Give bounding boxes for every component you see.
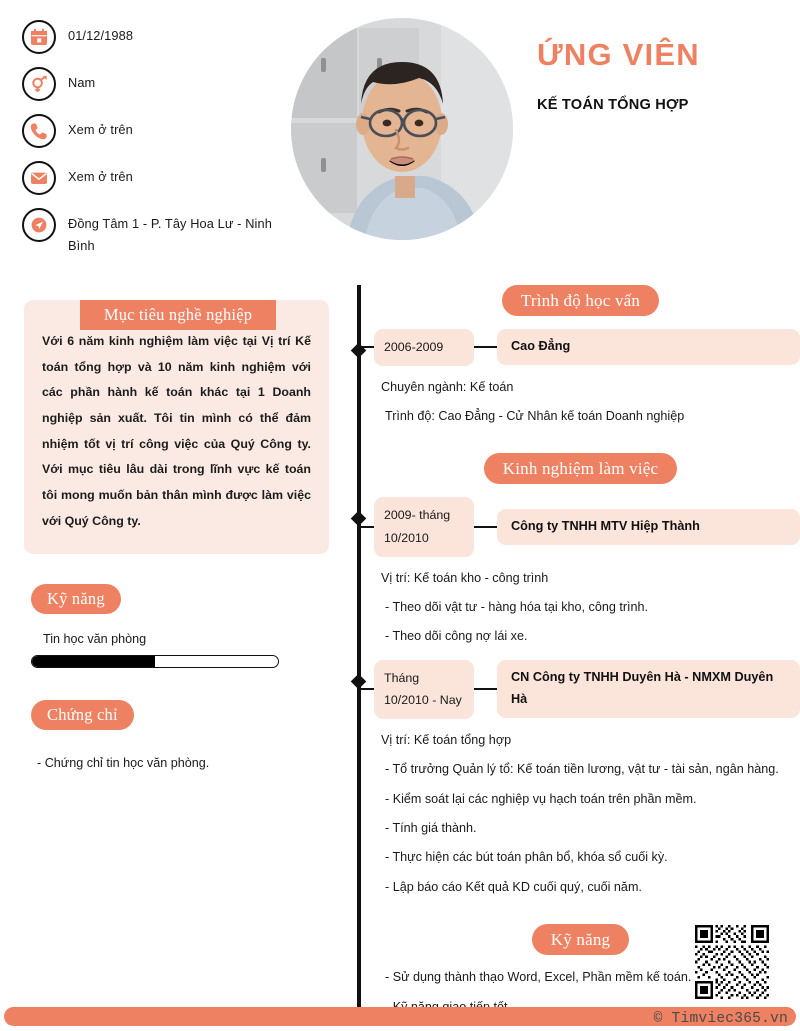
avatar bbox=[291, 18, 513, 240]
contact-list bbox=[22, 20, 284, 271]
candidate-job-title: KẾ TOÁN TỔNG HỢP bbox=[537, 96, 689, 113]
calendar-icon bbox=[22, 20, 56, 54]
education-entry bbox=[361, 329, 800, 426]
skills-right-heading: Kỹ năng bbox=[532, 924, 629, 955]
experience-detail-line: - Lập báo cáo Kết quả KD cuối quý, cuối năm. bbox=[385, 879, 642, 894]
certificates-section bbox=[31, 700, 345, 730]
location-icon bbox=[22, 208, 56, 242]
experience-detail-line: - Thực hiện các bút toán phân bổ, khóa sổ cuối kỳ. bbox=[385, 850, 668, 865]
skills-right-item: - Sử dụng thành thạo Word, Excel, Phần mềm kế toán. bbox=[385, 970, 692, 985]
email-icon bbox=[22, 161, 56, 195]
contact-value-address: Đồng Tâm 1 - P. Tây Hoa Lư - Ninh Bình bbox=[68, 216, 272, 254]
experience-details bbox=[381, 568, 800, 647]
experience-heading: Kinh nghiệm làm việc bbox=[484, 453, 678, 484]
experience-position: Vị trí: Kế toán kho - công trình bbox=[381, 570, 549, 585]
cv-header bbox=[0, 0, 800, 275]
skill-item bbox=[31, 632, 279, 668]
gender-icon bbox=[22, 67, 56, 101]
timeline-connector bbox=[474, 688, 497, 690]
certificates-heading: Chứng chỉ bbox=[31, 700, 134, 730]
skills-left-section bbox=[31, 584, 345, 614]
contact-value-gender: Nam bbox=[68, 75, 96, 90]
education-heading: Trình độ học vấn bbox=[502, 285, 659, 316]
experience-detail-line: - Tính giá thành. bbox=[385, 821, 477, 836]
experience-heading-wrap bbox=[361, 453, 800, 484]
contact-item-address bbox=[22, 208, 284, 258]
objective-text: Với 6 năm kinh nghiệm làm việc tại Vị trí Kế toán tổng hợp và 10 năm kinh nghiệm với các phần hành kế toán khác tại 1 Doanh nghiệp sản xuất. Tôi tin mình có thể đảm nhiệm tốt vị trí công việc của Quý Công ty. Với mục tiêu lâu dài trong lĩnh vực kế toán tôi mong muốn bản thân mình được làm việc với Quý Công ty. bbox=[42, 334, 311, 528]
certificate-item: - Chứng chỉ tin học văn phòng. bbox=[37, 756, 210, 771]
education-title: Cao Đẳng bbox=[497, 329, 800, 365]
contact-value-phone: Xem ở trên bbox=[68, 122, 133, 137]
experience-details bbox=[381, 730, 800, 897]
experience-detail-line: - Kiểm soát lại các nghiệp vụ hạch toán trên phần mềm. bbox=[385, 791, 697, 806]
skills-left-heading: Kỹ năng bbox=[31, 584, 121, 614]
contact-value-birthdate: 01/12/1988 bbox=[68, 28, 134, 43]
name-block bbox=[537, 38, 787, 113]
experience-entry bbox=[361, 497, 800, 646]
contact-item-birthdate bbox=[22, 20, 284, 54]
contact-item-email bbox=[22, 161, 284, 195]
experience-position: Vị trí: Kế toán tổng hợp bbox=[381, 732, 512, 747]
objective-box bbox=[24, 300, 329, 554]
experience-detail-line: - Theo dõi công nợ lái xe. bbox=[385, 629, 528, 644]
contact-item-gender bbox=[22, 67, 284, 101]
education-heading-wrap bbox=[361, 285, 800, 316]
skill-progress-fill bbox=[32, 656, 155, 667]
experience-company: CN Công ty TNHH Duyên Hà - NMXM Duyên Hà bbox=[497, 660, 800, 718]
education-details bbox=[381, 377, 800, 427]
objective-heading bbox=[80, 300, 276, 330]
education-detail-line: Chuyên ngành: Kế toán bbox=[381, 379, 514, 394]
timeline-connector bbox=[474, 346, 497, 348]
phone-icon bbox=[22, 114, 56, 148]
right-column bbox=[361, 285, 800, 1026]
timeline-connector bbox=[474, 526, 497, 528]
experience-detail-line: - Theo dõi vật tư - hàng hóa tại kho, công trình. bbox=[385, 599, 649, 614]
footer-copyright: © Timviec365.vn bbox=[653, 1011, 788, 1027]
experience-date: 2009- tháng 10/2010 bbox=[374, 497, 474, 556]
qr-code bbox=[693, 925, 771, 999]
contact-item-phone bbox=[22, 114, 284, 148]
contact-value-email: Xem ở trên bbox=[68, 169, 133, 184]
timeline-connector bbox=[361, 526, 374, 528]
experience-entry bbox=[361, 660, 800, 898]
skill-label: Tin học văn phòng bbox=[43, 632, 147, 647]
objective-heading-label: Mục tiêu nghề nghiệp bbox=[103, 305, 253, 324]
timeline-connector bbox=[361, 688, 374, 690]
objective-section bbox=[24, 300, 329, 554]
education-date: 2006-2009 bbox=[374, 329, 474, 366]
experience-company: Công ty TNHH MTV Hiệp Thành bbox=[497, 509, 800, 545]
candidate-name: ỨNG VIÊN bbox=[537, 37, 700, 72]
left-column bbox=[0, 275, 345, 775]
education-detail-line: Trình độ: Cao Đẳng - Cử Nhân kế toán Doanh nghiệp bbox=[385, 408, 685, 423]
experience-date: Tháng 10/2010 - Nay bbox=[374, 660, 474, 719]
experience-detail-line: - Tổ trưởng Quản lý tổ: Kế toán tiền lương, vật tư - tài sản, ngân hàng. bbox=[385, 762, 779, 777]
skill-progress-bar bbox=[31, 655, 279, 668]
